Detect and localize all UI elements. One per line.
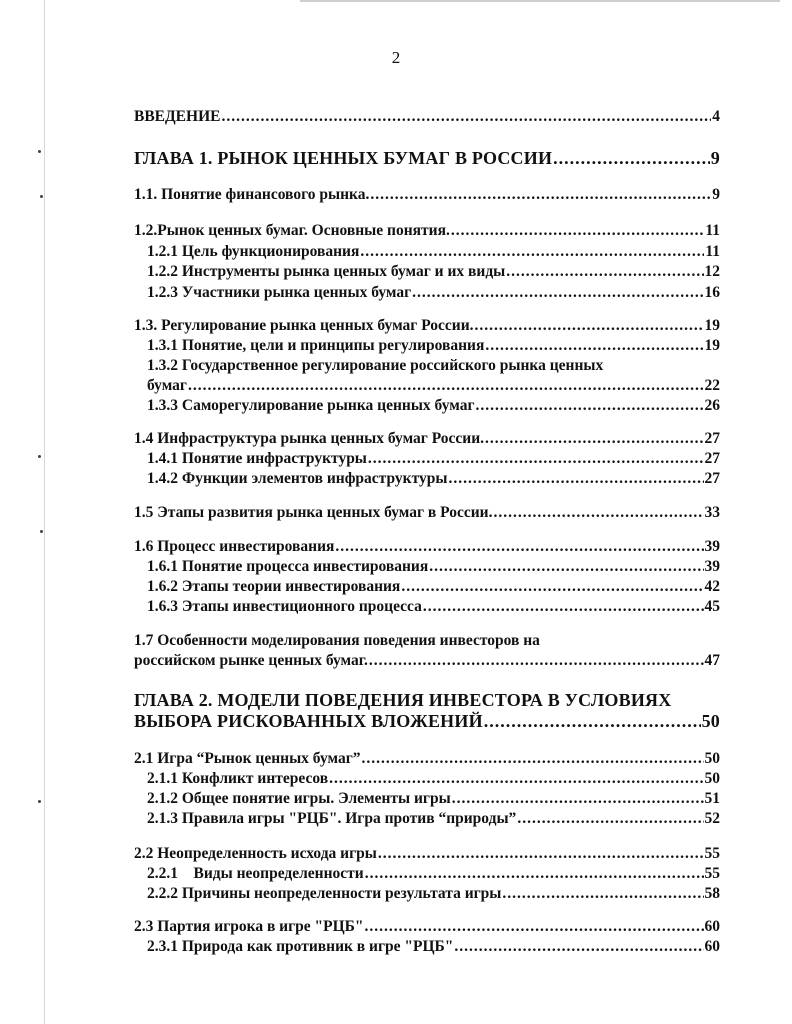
toc-entry-2-3-1[interactable] — [147, 938, 720, 956]
toc-page: 51 — [704, 790, 720, 807]
toc-page: 60 — [704, 918, 720, 935]
toc-page: 11 — [705, 222, 720, 239]
toc-entry-2-1-2[interactable] — [147, 790, 720, 808]
toc-label: ВВЕДЕНИЕ — [134, 108, 221, 125]
toc-label: 1.2.1 Цель функционирования — [147, 243, 360, 260]
toc-page: 55 — [704, 845, 720, 862]
dot-leader — [502, 885, 703, 903]
toc-page: 45 — [704, 598, 720, 615]
toc-page: 42 — [704, 578, 720, 595]
toc-page: 60 — [704, 938, 720, 955]
toc-entry-1-3-1[interactable] — [147, 337, 720, 355]
toc-label: 2.1 Игра “Рынок ценных бумаг” — [134, 750, 361, 767]
toc-page: 12 — [704, 263, 720, 280]
toc-entry-2-3[interactable] — [134, 918, 720, 936]
toc-entry-1-3-3[interactable] — [147, 397, 720, 415]
toc-label: 2.2 Неопределенность исхода игры — [134, 845, 377, 862]
toc-entry-1-2-3[interactable] — [147, 284, 720, 302]
toc-label: российском рынке ценных бумаг. — [134, 652, 368, 669]
dot-leader — [360, 243, 704, 261]
toc-label: 2.1.3 Правила игры "РЦБ". Игра против “природы” — [147, 810, 517, 827]
toc-label: 1.5 Этапы развития рынка ценных бумаг в России. — [134, 504, 493, 521]
scan-edge-left — [44, 0, 45, 1024]
toc-entry-1-2-1[interactable] — [147, 243, 720, 261]
toc-label: 1.4 Инфраструктура рынка ценных бумаг России. — [134, 430, 485, 447]
toc-label: ГЛАВА 1. РЫНОК ЦЕННЫХ БУМАГ В РОССИИ — [134, 148, 553, 168]
toc-entry-1-3[interactable] — [134, 317, 720, 335]
toc-label: 1.6.3 Этапы инвестиционного процесса — [147, 598, 422, 615]
dot-leader — [221, 108, 711, 126]
toc-page: 33 — [704, 504, 720, 521]
toc-page: 4 — [712, 108, 720, 125]
dot-leader — [401, 578, 703, 596]
toc-page: 16 — [704, 284, 720, 301]
dot-leader — [452, 790, 704, 808]
dot-leader — [476, 397, 704, 415]
scan-speck — [40, 530, 43, 533]
scan-speck — [38, 150, 41, 153]
toc-page: 9 — [710, 148, 720, 168]
toc-label: 1.4.2 Функции элементов инфраструктуры — [147, 470, 448, 487]
dot-leader — [423, 598, 704, 616]
dot-leader — [188, 377, 704, 395]
toc-entry-1-1[interactable] — [134, 186, 720, 204]
toc-page: 52 — [704, 810, 720, 827]
dot-leader — [485, 430, 703, 448]
toc-label: 1.3. Регулирование рынка ценных бумаг России. — [134, 317, 474, 334]
toc-entry-1-6-1[interactable] — [147, 558, 720, 576]
toc-label: 1.3.1 Понятие, цели и принципы регулирования — [147, 337, 485, 354]
toc-page: 47 — [704, 652, 720, 669]
toc-page: 19 — [704, 317, 720, 334]
toc-page: 50 — [701, 711, 720, 731]
toc-page: 27 — [704, 450, 720, 467]
toc-label: 1.2.2 Инструменты рынка ценных бумаг и их виды — [147, 263, 506, 280]
scan-speck — [38, 455, 41, 458]
toc-entry-intro[interactable] — [134, 108, 720, 126]
dot-leader — [454, 938, 703, 956]
toc-page: 55 — [704, 865, 720, 882]
dot-leader — [494, 504, 704, 522]
toc-entry-1-6-3[interactable] — [147, 598, 720, 616]
toc-label: 1.6.1 Понятие процесса инвестирования — [147, 558, 429, 575]
toc-page: 27 — [704, 430, 720, 447]
toc-entry-1-3-2[interactable] — [147, 377, 720, 395]
toc-label: 1.6.2 Этапы теории инвестирования — [147, 578, 401, 595]
toc-entry-2-2[interactable] — [134, 845, 720, 863]
dot-leader — [365, 865, 704, 883]
toc-page: 50 — [704, 770, 720, 787]
dot-leader — [370, 186, 711, 204]
toc-label: 1.1. Понятие финансового рынка. — [134, 186, 370, 203]
toc-entry-2-1-3[interactable] — [147, 810, 720, 828]
toc-label: 1.2.3 Участники рынка ценных бумаг — [147, 284, 412, 301]
toc-label: 2.2.2 Причины неопределенности результата игры — [147, 885, 502, 902]
toc-entry-1-5[interactable] — [134, 504, 720, 522]
toc-label: 2.1.1 Конфликт интересов — [147, 770, 329, 787]
toc-entry-1-2-2[interactable] — [147, 263, 720, 281]
toc-entry-1-7[interactable] — [134, 652, 720, 670]
toc-entry-2-1[interactable] — [134, 750, 720, 768]
dot-leader — [335, 538, 703, 556]
toc-page: 11 — [705, 243, 720, 260]
toc-label: 1.2.Рынок ценных бумаг. Основные понятия. — [134, 222, 450, 239]
dot-leader — [362, 750, 704, 768]
dot-leader — [506, 263, 703, 281]
toc-label: 2.3 Партия игрока в игре "РЦБ" — [134, 918, 364, 935]
toc-label: 2.1.2 Общее понятие игры. Элементы игры — [147, 790, 451, 807]
toc-page: 26 — [704, 397, 720, 414]
toc-page: 50 — [704, 750, 720, 767]
toc-entry-1-6[interactable] — [134, 538, 720, 556]
toc-entry-1-6-2[interactable] — [147, 578, 720, 596]
toc-page: 58 — [704, 885, 720, 902]
scan-edge-top — [300, 0, 780, 2]
page-number: 2 — [391, 48, 401, 67]
toc-page: 39 — [704, 558, 720, 575]
toc-entry-1-2[interactable] — [134, 222, 720, 240]
toc-label: ВЫБОРА РИСКОВАННЫХ ВЛОЖЕНИЙ — [134, 711, 483, 731]
toc-entry-1-4-1[interactable] — [147, 450, 720, 468]
dot-leader — [475, 317, 704, 335]
toc-page: 27 — [704, 470, 720, 487]
dot-leader — [412, 284, 703, 302]
scan-speck — [38, 800, 41, 803]
toc-label: бумаг — [147, 377, 187, 394]
toc-label: 1.4.1 Понятие инфраструктуры — [147, 450, 367, 467]
toc-entry-1-3-2-line1[interactable]: 1.3.2 Государственное регулирование российского рынка ценных — [147, 357, 604, 374]
toc-entry-2-2-2[interactable] — [147, 885, 720, 903]
dot-leader — [369, 652, 704, 670]
toc-entry-chapter-2-line1[interactable]: ГЛАВА 2. МОДЕЛИ ПОВЕДЕНИЯ ИНВЕСТОРА В УСЛОВИЯХ — [134, 690, 672, 710]
toc-page: 19 — [704, 337, 720, 354]
dot-leader — [368, 450, 704, 468]
toc-entry-chapter-2[interactable] — [134, 711, 720, 732]
dot-leader — [365, 918, 704, 936]
toc-entry-chapter-1[interactable] — [134, 148, 720, 169]
toc-label: 1.3.3 Саморегулирование рынка ценных бумаг — [147, 397, 475, 414]
toc-page: 22 — [704, 377, 720, 394]
toc-entry-2-2-1[interactable] — [147, 865, 720, 883]
dot-leader — [485, 337, 703, 355]
dot-leader — [517, 810, 703, 828]
dot-leader — [429, 558, 703, 576]
dot-leader — [451, 222, 705, 240]
dot-leader — [329, 770, 703, 788]
toc-label: 1.6 Процесс инвестирования — [134, 538, 335, 555]
toc-entry-1-7-line1[interactable]: 1.7 Особенности моделирования поведения инвесторов на — [134, 632, 540, 649]
toc-label: 2.3.1 Природа как противник в игре "РЦБ" — [147, 938, 454, 955]
dot-leader — [378, 845, 704, 863]
toc-page: 39 — [704, 538, 720, 555]
dot-leader — [448, 470, 703, 488]
toc-entry-1-4-2[interactable] — [147, 470, 720, 488]
dot-leader — [553, 148, 710, 169]
toc-page: 9 — [712, 186, 720, 203]
toc-label: 2.2.1 Виды неопределенности — [147, 865, 364, 882]
dot-leader — [484, 711, 701, 732]
toc-entry-1-4[interactable] — [134, 430, 720, 448]
scan-speck — [40, 195, 43, 198]
toc-entry-2-1-1[interactable] — [147, 770, 720, 788]
